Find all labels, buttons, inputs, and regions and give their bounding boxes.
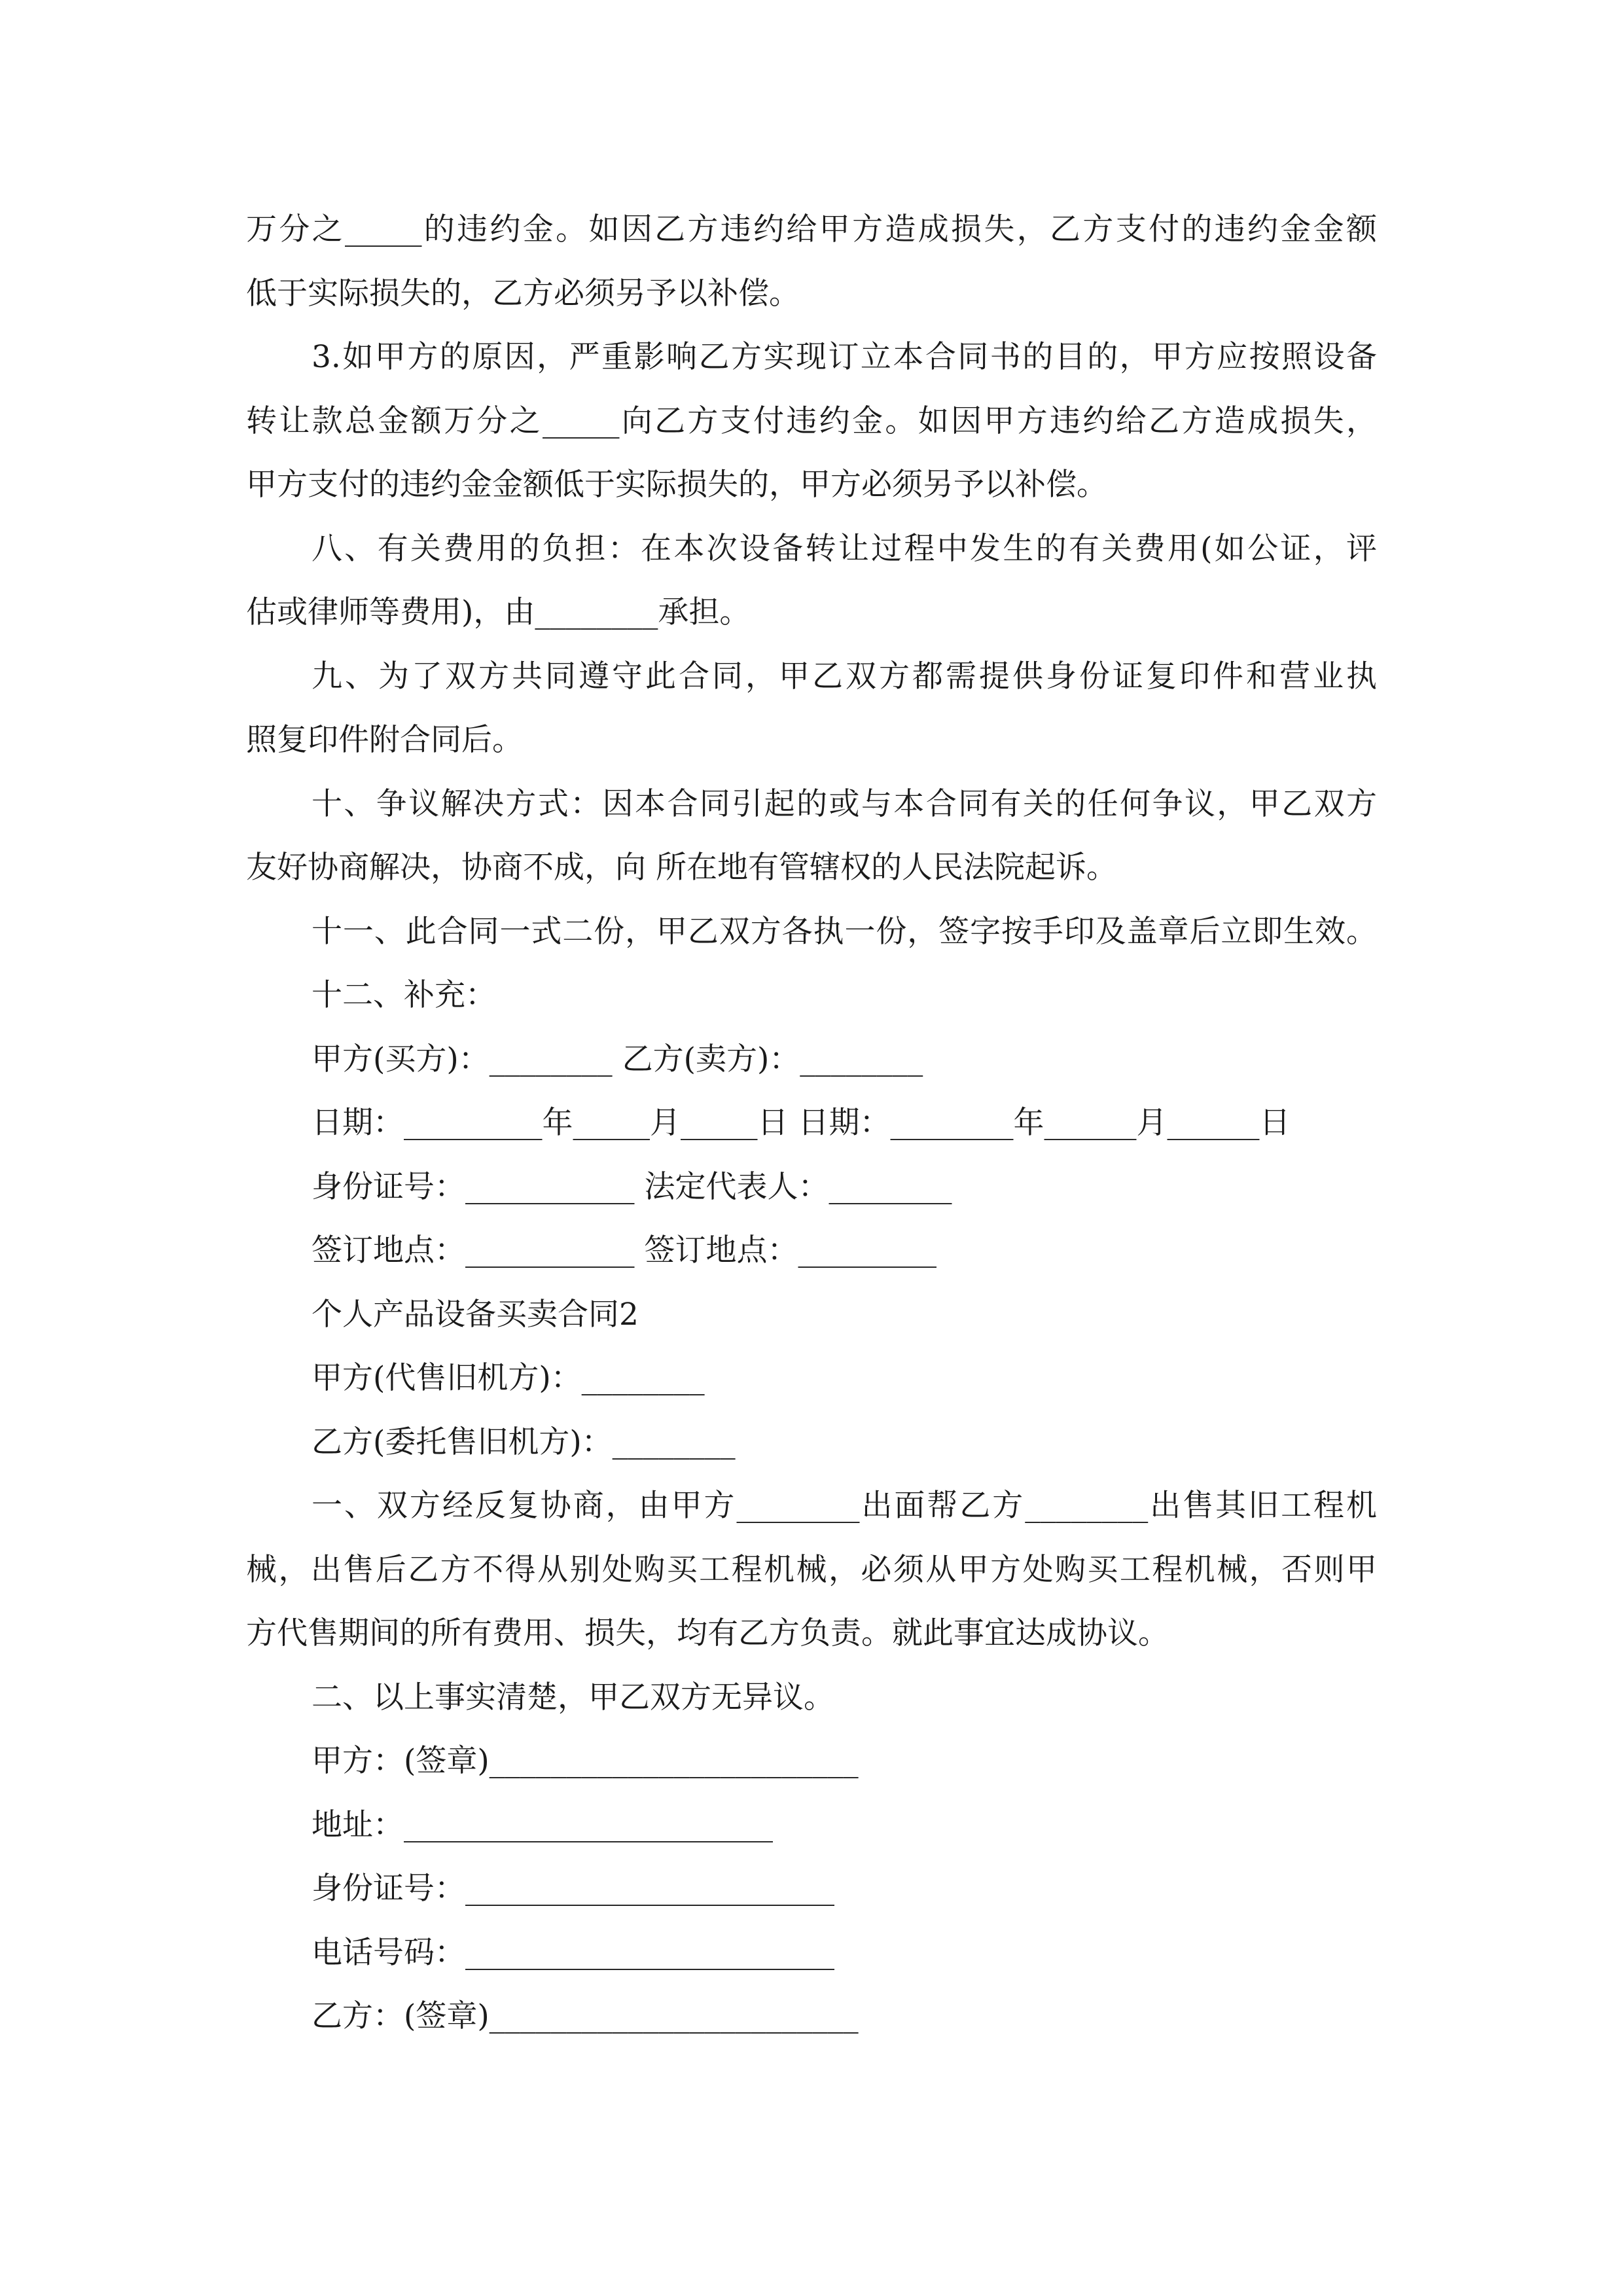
text-line: 签订地点：___________ 签订地点：_________ — [312, 1232, 936, 1268]
text-line: 二、以上事实清楚，甲乙双方无异议。 — [312, 1679, 834, 1715]
text-line: 3.如甲方的原因，严重影响乙方实现订立本合同书的目的，甲方应按照设备 — [312, 339, 1377, 375]
text-line: 照复印件附合同后。 — [246, 722, 523, 758]
text-line: 八、有关费用的负担：在本次设备转让过程中发生的有关费用(如公证，评 — [312, 530, 1377, 567]
text-line: 甲方支付的违约金金额低于实际损失的，甲方必须另予以补偿。 — [246, 467, 1107, 503]
text-line: 电话号码：________________________ — [312, 1934, 834, 1971]
text-line: 个人产品设备买卖合同2 — [312, 1296, 639, 1333]
text-line: 估或律师等费用)，由________承担。 — [246, 594, 751, 630]
text-line: 万分之_____的违约金。如因乙方违约给甲方造成损失，乙方支付的违约金金额 — [246, 211, 1377, 247]
text-line: 乙方(委托售旧机方)：________ — [312, 1424, 736, 1460]
text-line: 甲方：(签章)________________________ — [312, 1743, 859, 1779]
text-line: 转让款总金额万分之_____向乙方支付违约金。如因甲方违约给乙方造成损失， — [246, 403, 1377, 439]
text-line: 甲方(代售旧机方)：________ — [312, 1360, 705, 1396]
text-line: 地址：________________________ — [312, 1806, 773, 1843]
text-line: 十、争议解决方式：因本合同引起的或与本合同有关的任何争议，甲乙双方 — [312, 785, 1377, 822]
text-line: 低于实际损失的，乙方必须另予以补偿。 — [246, 275, 800, 312]
contract-page — [246, 198, 1377, 2049]
text-line: 友好协商解决，协商不成，向 所在地有管辖权的人民法院起诉。 — [246, 850, 1117, 886]
text-line: 械，出售后乙方不得从别处购买工程机械，必须从甲方处购买工程机械，否则甲 — [246, 1551, 1377, 1588]
text-line: 方代售期间的所有费用、损失，均有乙方负责。就此事宜达成协议。 — [246, 1615, 1169, 1651]
text-line: 身份证号：___________ 法定代表人：________ — [312, 1168, 952, 1205]
text-line: 日期：_________年_____月_____日 日期：________年______月______日 — [312, 1105, 1291, 1141]
text-line: 乙方：(签章)________________________ — [312, 1998, 859, 2034]
text-line: 十一、此合同一式二份，甲乙双方各执一份，签字按手印及盖章后立即生效。 — [312, 913, 1377, 950]
text-line: 十二、补充： — [312, 977, 496, 1013]
text-line: 甲方(买方)：________ 乙方(卖方)：________ — [312, 1041, 923, 1077]
text-line: 九、为了双方共同遵守此合同，甲乙双方都需提供身份证复印件和营业执 — [312, 658, 1377, 694]
text-line: 身份证号：________________________ — [312, 1871, 834, 1907]
text-line: 一、双方经反复协商，由甲方________出面帮乙方________出售其旧工程机 — [312, 1488, 1377, 1524]
